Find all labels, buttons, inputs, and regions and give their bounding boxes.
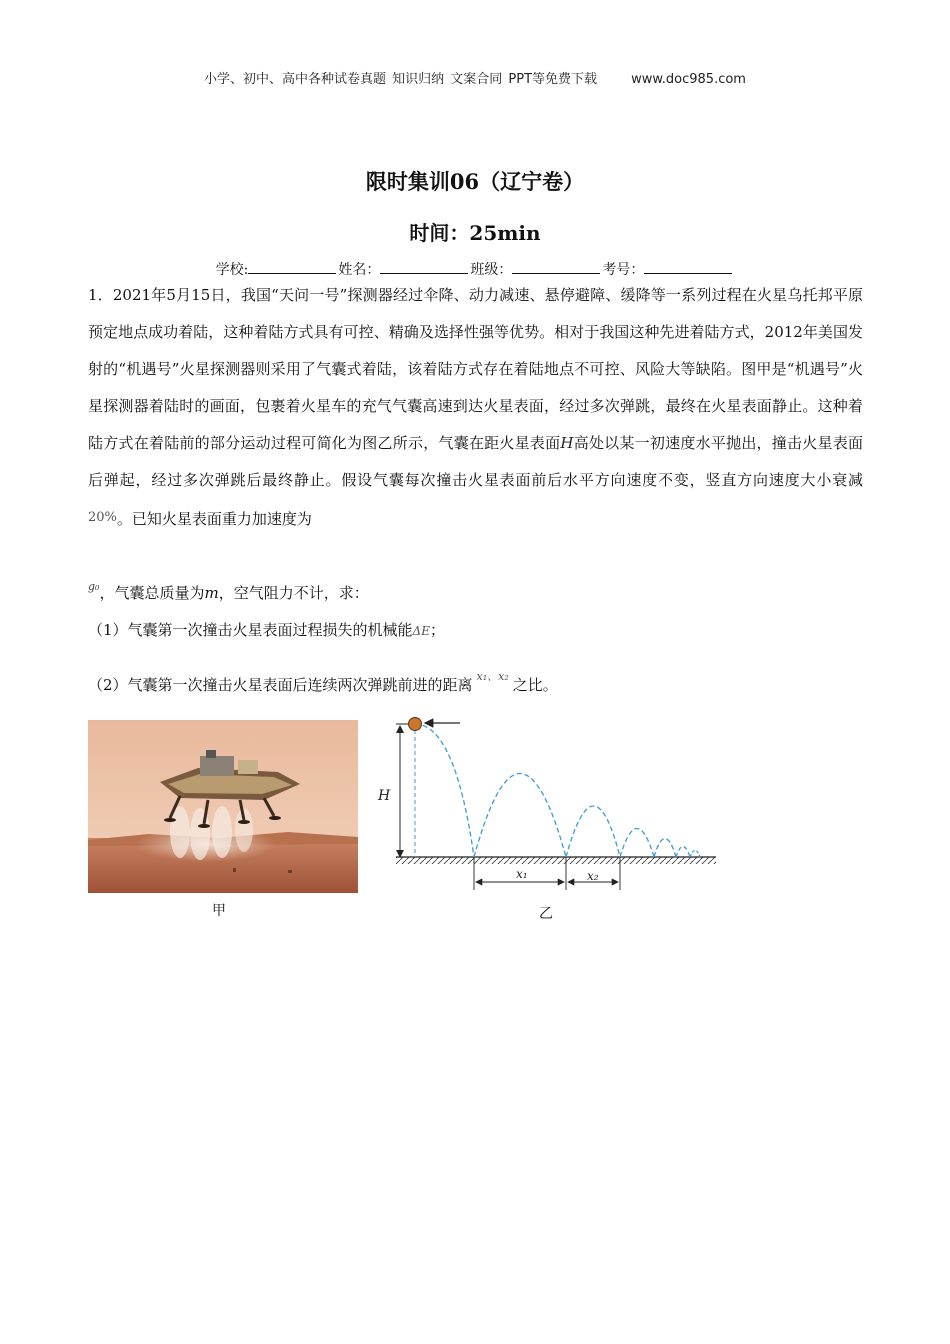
symbol-H: H — [560, 434, 574, 452]
sub-question-1-end: ； — [429, 621, 445, 639]
exam-no-label: 考号： — [602, 262, 645, 278]
arc-3 — [620, 829, 654, 858]
question-body — [88, 277, 863, 538]
sub-question-2-text: （2）气囊第一次撞击火星表面后连续两次弹跳前进的距离 — [88, 676, 473, 694]
page-header — [0, 68, 950, 87]
caption-figure-a: 甲 — [212, 903, 226, 919]
caption-figure-b: 乙 — [539, 906, 553, 922]
sub-question-1 — [88, 619, 445, 640]
sub-question-1-text: （1）气囊第一次撞击火星表面过程损失的机械能 — [88, 621, 413, 639]
symbol-x1-x2: x₁、x₂ — [476, 670, 509, 683]
sub-question-2-end: 之比。 — [512, 676, 558, 694]
percent-value: 20% — [88, 510, 117, 525]
arc-2 — [566, 806, 620, 857]
student-info-line — [0, 259, 950, 279]
arc-5 — [676, 847, 690, 858]
class-blank — [512, 261, 600, 274]
exam-no-blank — [644, 261, 732, 274]
question-text-1: 1．2021年5月15日，我国“天问一号”探测器经过伞降、动力减速、悬停避障、缓降等一系列过程在火星乌托邦平原预定地点成功着陆，这种着陆方式具有可控、精确及选择性强等优势。相对于我国这种先进着陆方式，2012年美国发射的“机遇号”火星探测器则采用了气囊式着陆，该着陆方式存在着陆地点不可控、风险大等缺陷。图甲是“机遇号”火星探测器着陆时的画面，包裹着火星车的充气气囊高速到达火星表面，经过多次弹跳，最终在火星表面静止。这种着陆方式在着陆前的部分运动过程可简化为图乙所示，气囊在距火星表面 — [88, 286, 863, 452]
question-text-3: 。已知火星表面重力加速度为 — [116, 510, 312, 528]
name-label: 姓名： — [338, 262, 381, 278]
school-label: 学校: — [215, 262, 249, 278]
question-text-4: ，气囊总质量为 — [99, 584, 205, 602]
trajectory-svg — [370, 710, 720, 900]
lander-photo — [88, 720, 358, 893]
class-label: 班级： — [470, 262, 513, 278]
symbol-g0: g₀ — [88, 580, 100, 593]
symbol-delta-e: ΔE — [412, 624, 430, 638]
label-H: H — [378, 788, 391, 804]
label-x2: x₂ — [587, 869, 599, 883]
question-text-2: 高处以某一初速度水平抛出，撞击火星表面后弹起，经过多次弹跳后最终静止。假设气囊每次撞击火星表面前后水平方向速度不变，竖直方向速度大小衰减 — [88, 434, 863, 489]
name-blank — [380, 261, 468, 274]
ground-hatch — [396, 857, 716, 864]
question-body-cont — [88, 568, 863, 612]
header-text: 小学、初中、高中各种试卷真题 知识归纳 文案合同 PPT等免费下载 — [204, 72, 598, 87]
arc-4 — [654, 839, 676, 858]
trajectory-diagram — [370, 710, 720, 904]
airbag-ball — [409, 718, 422, 731]
header-site[interactable]: www.doc985.com — [631, 72, 746, 87]
arc-6 — [690, 851, 700, 858]
arc-launch — [415, 724, 474, 857]
arc-1 — [474, 774, 566, 858]
label-x1: x₁ — [516, 867, 528, 881]
page-title: 限时集训06（辽宁卷） — [365, 169, 585, 194]
sub-question-2 — [88, 668, 558, 695]
symbol-m: m — [204, 584, 219, 602]
school-blank — [248, 261, 336, 274]
lander-photo-illustration — [88, 720, 358, 893]
question-text-5: ，空气阻力不计，求： — [218, 584, 369, 602]
page-subtitle: 时间：25min — [409, 221, 541, 245]
